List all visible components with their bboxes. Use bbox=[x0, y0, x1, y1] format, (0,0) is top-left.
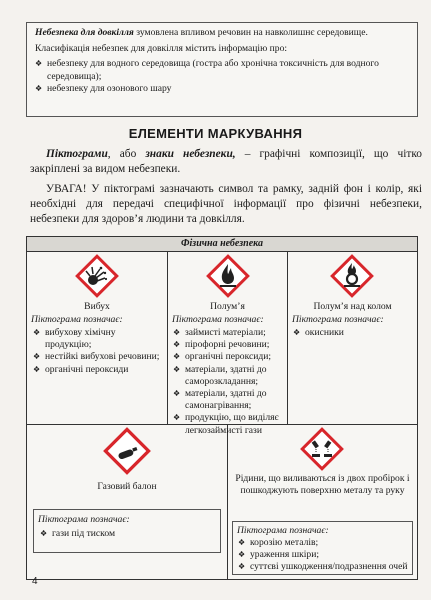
list-item: ❖ займисті матеріали; bbox=[173, 327, 285, 339]
list-item: ❖ органічні пероксиди bbox=[33, 364, 161, 376]
environment-hazard-intro: Небезпека для довкілля зумовлена впливом речовин на навколишнє середовище. bbox=[35, 27, 368, 38]
list-item: ❖ гази під тиском bbox=[40, 528, 216, 540]
list-item: ❖ окисники bbox=[293, 327, 413, 339]
list-item: ❖ корозію металів; bbox=[238, 537, 410, 549]
pictogram-name: Газовий балон bbox=[97, 481, 157, 492]
designation-list bbox=[238, 537, 410, 574]
designation-label: Піктограма позначає: bbox=[31, 314, 123, 325]
designation-list bbox=[293, 327, 413, 339]
section-heading: ЕЛЕМЕНТИ МАРКУВАННЯ bbox=[128, 126, 303, 141]
list-item: ❖ матеріали, здатні до самонагрівання; bbox=[173, 388, 285, 412]
list-item: ❖ вибухову хімічну продукцію; bbox=[33, 327, 161, 351]
designation-list bbox=[33, 327, 161, 376]
table-header: Фізична небезпека bbox=[27, 237, 417, 252]
list-item: ❖ органічні пероксиди; bbox=[173, 351, 285, 363]
flame-over-circle-icon bbox=[330, 254, 374, 298]
pictograms-definition: Піктограми, або знаки небезпеки, – графічні композиції, що чітко закріплені за видом небезпеки. bbox=[30, 148, 422, 175]
environment-hazard-box bbox=[26, 22, 418, 117]
pictogram-name: Полум’я над колом bbox=[313, 301, 392, 312]
pictogram-name: Рідини, що виливаються із двох пробірок і пошкоджують поверхню металу та руку bbox=[235, 473, 410, 496]
cell-flame bbox=[168, 252, 287, 436]
list-item: ❖ суттєві ушкодження/подразнення очей bbox=[238, 561, 410, 573]
designation-box bbox=[33, 509, 221, 553]
designation-label: Піктограма позначає: bbox=[292, 314, 384, 325]
designation-label: Піктограма позначає: bbox=[38, 514, 130, 525]
attention-note: УВАГА! У піктограмі зазначають символ та рамку, задній фон і колір, які необхідні для передачі специфічної інформації про фізичні небезпеки, небезпеки для здоров’я людини та довкілля. bbox=[30, 183, 422, 225]
designation-label: Піктограма позначає: bbox=[237, 525, 329, 536]
list-item: ❖ небезпеку для озонового шару bbox=[35, 83, 409, 96]
list-item: ❖ матеріали, здатні до саморозкладання; bbox=[173, 364, 285, 388]
designation-box bbox=[232, 521, 413, 575]
page-number: 4 bbox=[32, 576, 38, 587]
list-item: ❖ продукцію, що виділяє легкозаймисті гази bbox=[173, 412, 285, 436]
classification-text: Класифікація небезпек для довкілля містить інформацію про: bbox=[35, 42, 288, 54]
pictogram-name: Полум’я bbox=[210, 301, 245, 312]
environment-hazard-list bbox=[35, 58, 409, 96]
cell-flame-over-circle bbox=[288, 252, 417, 424]
cell-corrosion bbox=[228, 425, 417, 579]
list-item: ❖ нестійкі вибухові речовини; bbox=[33, 351, 161, 363]
flame-icon bbox=[206, 254, 250, 298]
list-item: ❖ ураження шкіри; bbox=[238, 549, 410, 561]
list-item: ❖ пірофорні речовини; bbox=[173, 339, 285, 351]
corrosion-icon bbox=[300, 427, 344, 471]
exploding-bomb-icon bbox=[75, 254, 119, 298]
physical-hazards-table bbox=[26, 236, 418, 580]
pictogram-name: Вибух bbox=[84, 301, 110, 312]
cell-gas-cylinder bbox=[27, 425, 227, 579]
designation-list bbox=[173, 327, 285, 437]
designation-label: Піктограма позначає: bbox=[172, 314, 264, 325]
list-item: ❖ небезпеку для водного середовища (гостра або хронічна токсичність для водного середовища); bbox=[35, 58, 409, 83]
gas-cylinder-icon bbox=[103, 427, 151, 475]
designation-list bbox=[40, 528, 216, 540]
cell-explosive bbox=[27, 252, 167, 424]
